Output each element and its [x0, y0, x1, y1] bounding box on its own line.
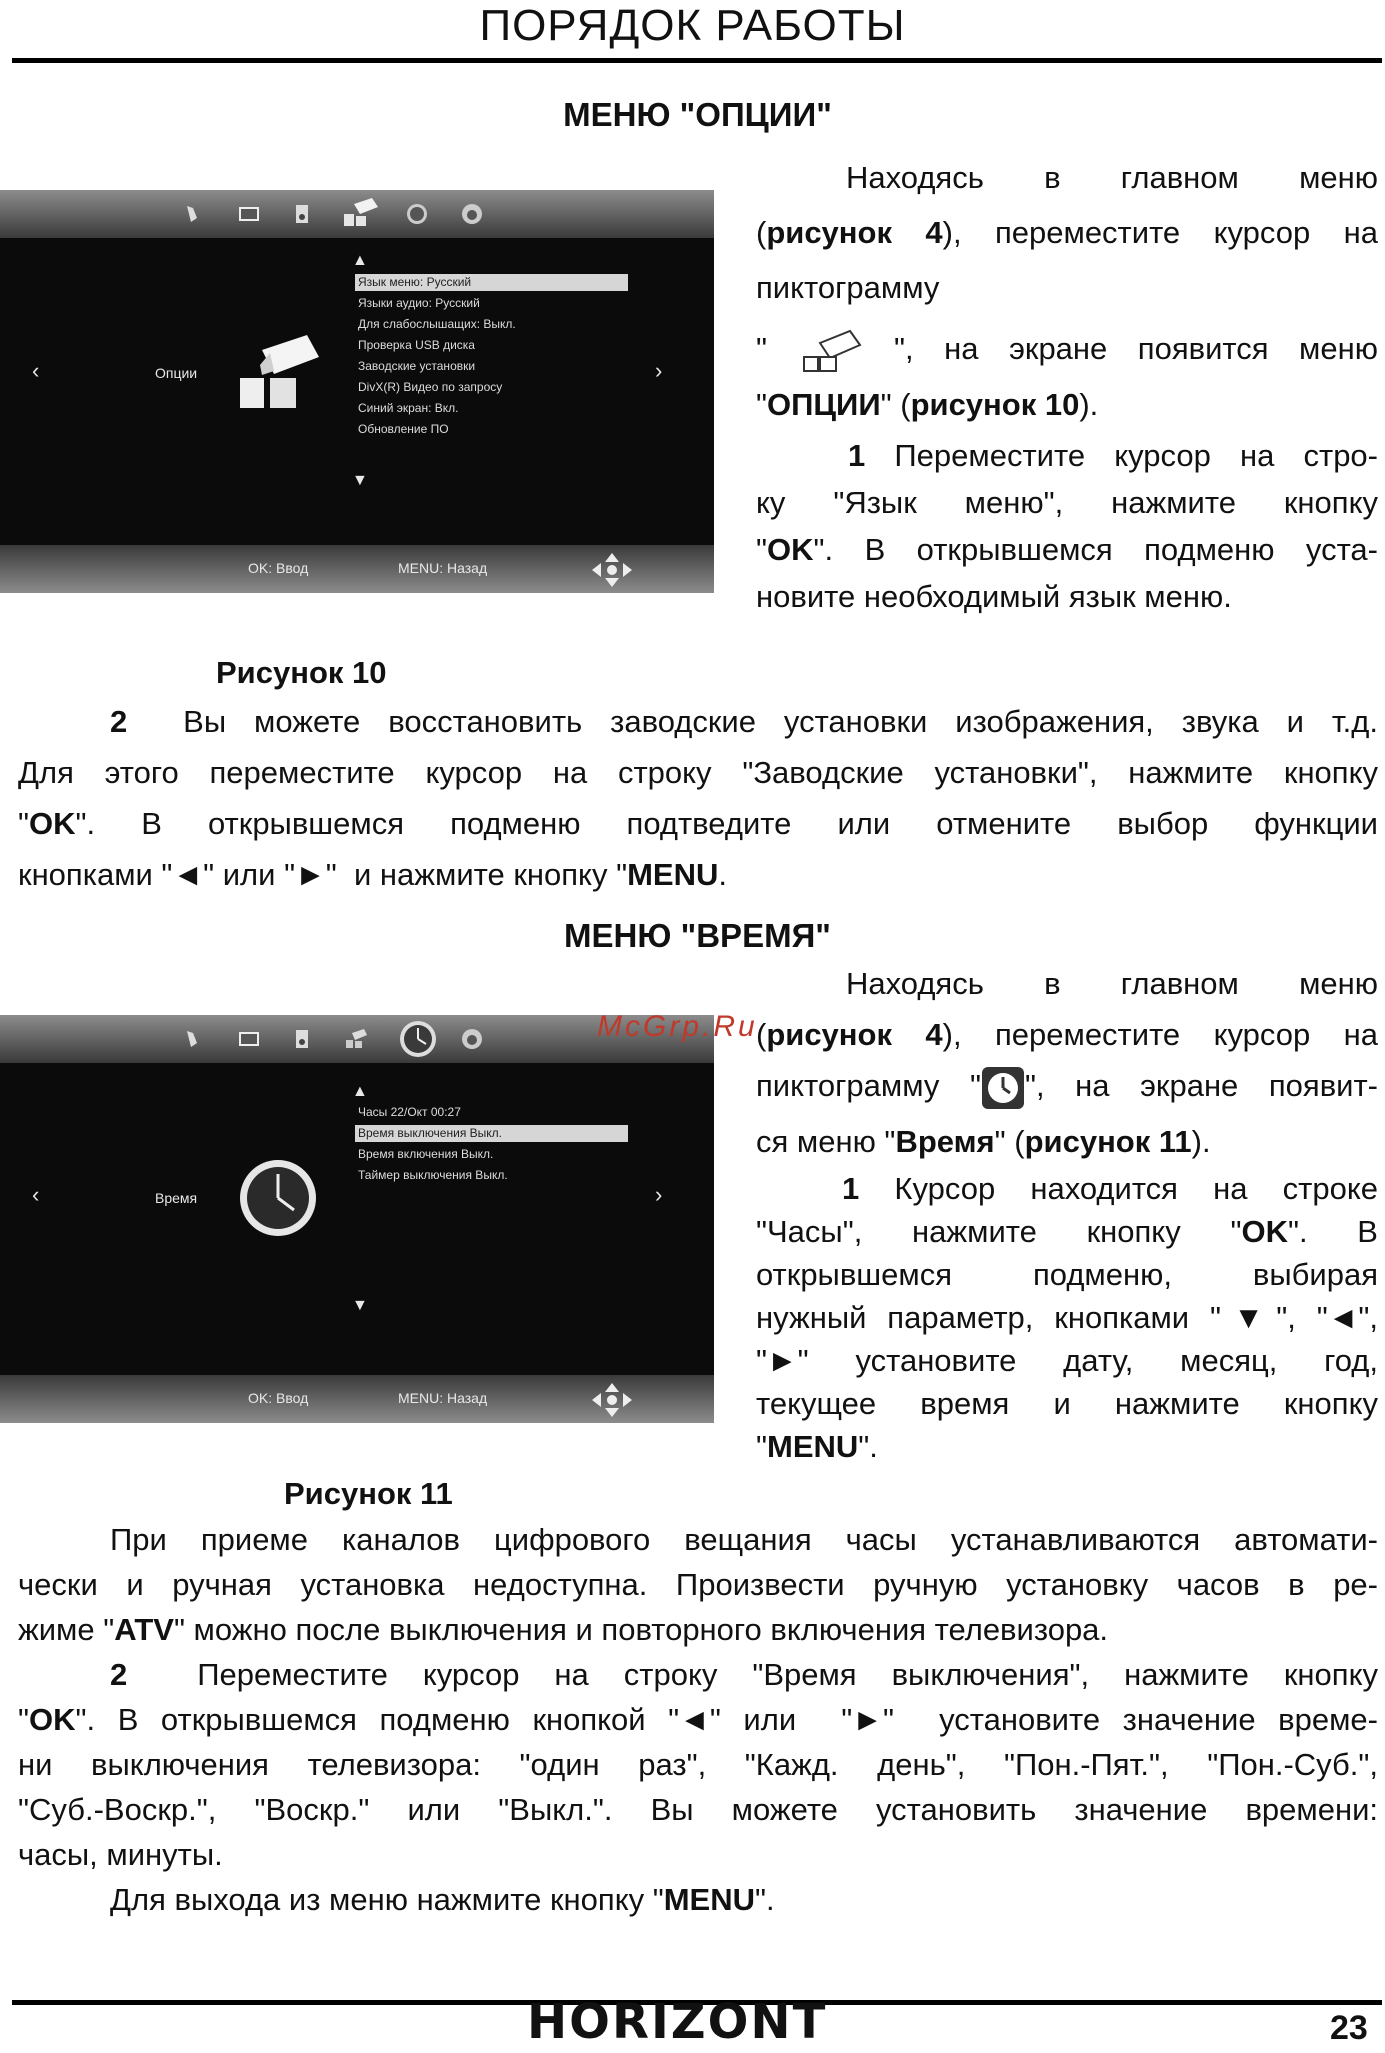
menu-item-sleep-timer[interactable]: Таймер выключения Выкл.: [358, 1168, 508, 1182]
menu-item-divx[interactable]: DivX(R) Видео по запросу: [358, 380, 503, 394]
section-title-options: МЕНЮ "ОПЦИИ": [563, 96, 832, 133]
watermark: McGrp.Ru: [597, 1010, 758, 1043]
screen-hint-bar: [0, 545, 714, 593]
figure-11-screen: [0, 1015, 714, 1423]
menu-item-hearing-impaired[interactable]: Для слабослышащих: Выкл.: [358, 317, 516, 331]
menu-item-language[interactable]: Язык меню: Русский: [355, 274, 628, 291]
options-pictogram-icon: [798, 327, 864, 375]
list-up-arrow: ▲: [352, 252, 368, 269]
section2-body: При приеме каналов цифрового вещания часы устанавливаются автомати- чески и ручная установка недоступна. Произвести ручную установку часов в ре- жиме "ATV" можно после выключения и повторного включения телевизора. 2 Переместите курсор на строку "Время выключения", нажмите кнопку "OK". В открывшемся подменю кнопкой "◄" или "►" установите значение време- ни выключения телевизора: "один раз", "Кажд. день", "Пон.-Пят.", "Пон.-Суб.", "Суб.-Воскр.", "Воскр." или "Выкл.". Вы можете установить значение времени: часы, минуты. Для выхода из меню нажмите кнопку "MENU".: [18, 1522, 1378, 1917]
picture-icon: [183, 202, 207, 226]
menu-hint: MENU: Назад: [398, 1390, 488, 1406]
menu-item-on-time[interactable]: Время включения Выкл.: [358, 1147, 494, 1161]
nav-right-arrow: ›: [655, 1182, 663, 1207]
section1-paragraph-2: 2 Вы можете восстановить заводские установки изображения, звука и т.д. Для этого переместите курсор на строку "Заводские установки", нажмите кнопку "OK". В открывшемся подменю подтведите или отмените выбор функции кнопками "◄" или "►" и нажмите кнопку "MENU.: [18, 704, 1378, 892]
header-rule: [12, 58, 1382, 63]
ok-hint: OK: Ввод: [248, 1390, 309, 1406]
menu-item-factory-reset[interactable]: Заводские установки: [358, 359, 476, 373]
menu-item-update[interactable]: Обновление ПО: [358, 422, 449, 436]
nav-right-arrow: ›: [655, 358, 663, 383]
figure-10-screen: [0, 190, 714, 593]
section-title-time: МЕНЮ "ВРЕМЯ": [564, 917, 831, 954]
options-icon: [340, 194, 380, 228]
clock-icon: [398, 1019, 438, 1059]
screen-icon: [237, 202, 261, 226]
screen-menu-label: Опции: [155, 365, 198, 381]
brand-logo: HORIZONT: [527, 1994, 828, 2050]
sound-icon: [290, 202, 314, 226]
dpad-icon: [590, 1381, 634, 1419]
clock-big-icon: [238, 1158, 318, 1238]
list-up-arrow: ▲: [352, 1083, 368, 1100]
picture-icon: [183, 1027, 207, 1051]
menu-item-clock[interactable]: Часы 22/Окт 00:27: [358, 1105, 461, 1119]
nav-left-arrow: ‹: [32, 358, 40, 383]
lock-icon: [460, 1027, 484, 1051]
clock-icon: [405, 202, 429, 226]
section2-intro: Находясь в главном меню (рисунок 4), переместите курсор на пиктограмму " ", на экране появит- ся меню "Время" (рисунок 11). 1 Курсор находится на строке "Часы", нажмите кнопку "OK". В открывшемся подменю, выбирая нужный параметр, кнопками "▼", "◄", "►" установите дату, месяц, год, текущее время и нажмите кнопку "MENU".: [756, 966, 1378, 1464]
nav-left-arrow: ‹: [32, 1182, 40, 1207]
menu-item-off-time[interactable]: Время выключения Выкл.: [355, 1125, 628, 1142]
figure-10-caption: Рисунок 10: [216, 655, 387, 690]
screen-menu-label: Время: [155, 1190, 198, 1206]
figure-11-caption: Рисунок 11: [284, 1476, 453, 1511]
screen-icon-bar: [0, 190, 714, 238]
page-title: ПОРЯДОК РАБОТЫ: [479, 1, 906, 50]
lock-icon: [460, 202, 484, 226]
page-number: 23: [1330, 2009, 1368, 2047]
options-big-icon: [232, 320, 322, 415]
ok-hint: OK: Ввод: [248, 560, 309, 576]
dpad-icon: [590, 551, 634, 589]
menu-item-blue-screen[interactable]: Синий экран: Вкл.: [358, 401, 459, 415]
screen-hint-bar: [0, 1375, 714, 1423]
menu-item-audio-language[interactable]: Языки аудио: Русский: [358, 296, 480, 310]
list-down-arrow: ▼: [352, 472, 368, 489]
clock-pictogram-icon: [981, 1066, 1025, 1110]
options-icon: [344, 1027, 368, 1051]
menu-item-usb-check[interactable]: Проверка USB диска: [358, 338, 475, 352]
screen-icon: [237, 1027, 261, 1051]
section1-intro: Находясь в главном меню (рисунок 4), переместите курсор на пиктограмму " ", на экране появится меню "ОПЦИИ" (рисунок 10). 1 Переместите курсор на стро- ку "Язык меню", нажмите кнопку "OK". В открывшемся подменю уста- новите необходимый язык меню.: [756, 160, 1378, 614]
sound-icon: [290, 1027, 314, 1051]
menu-hint: MENU: Назад: [398, 560, 488, 576]
list-down-arrow: ▼: [352, 1297, 368, 1314]
